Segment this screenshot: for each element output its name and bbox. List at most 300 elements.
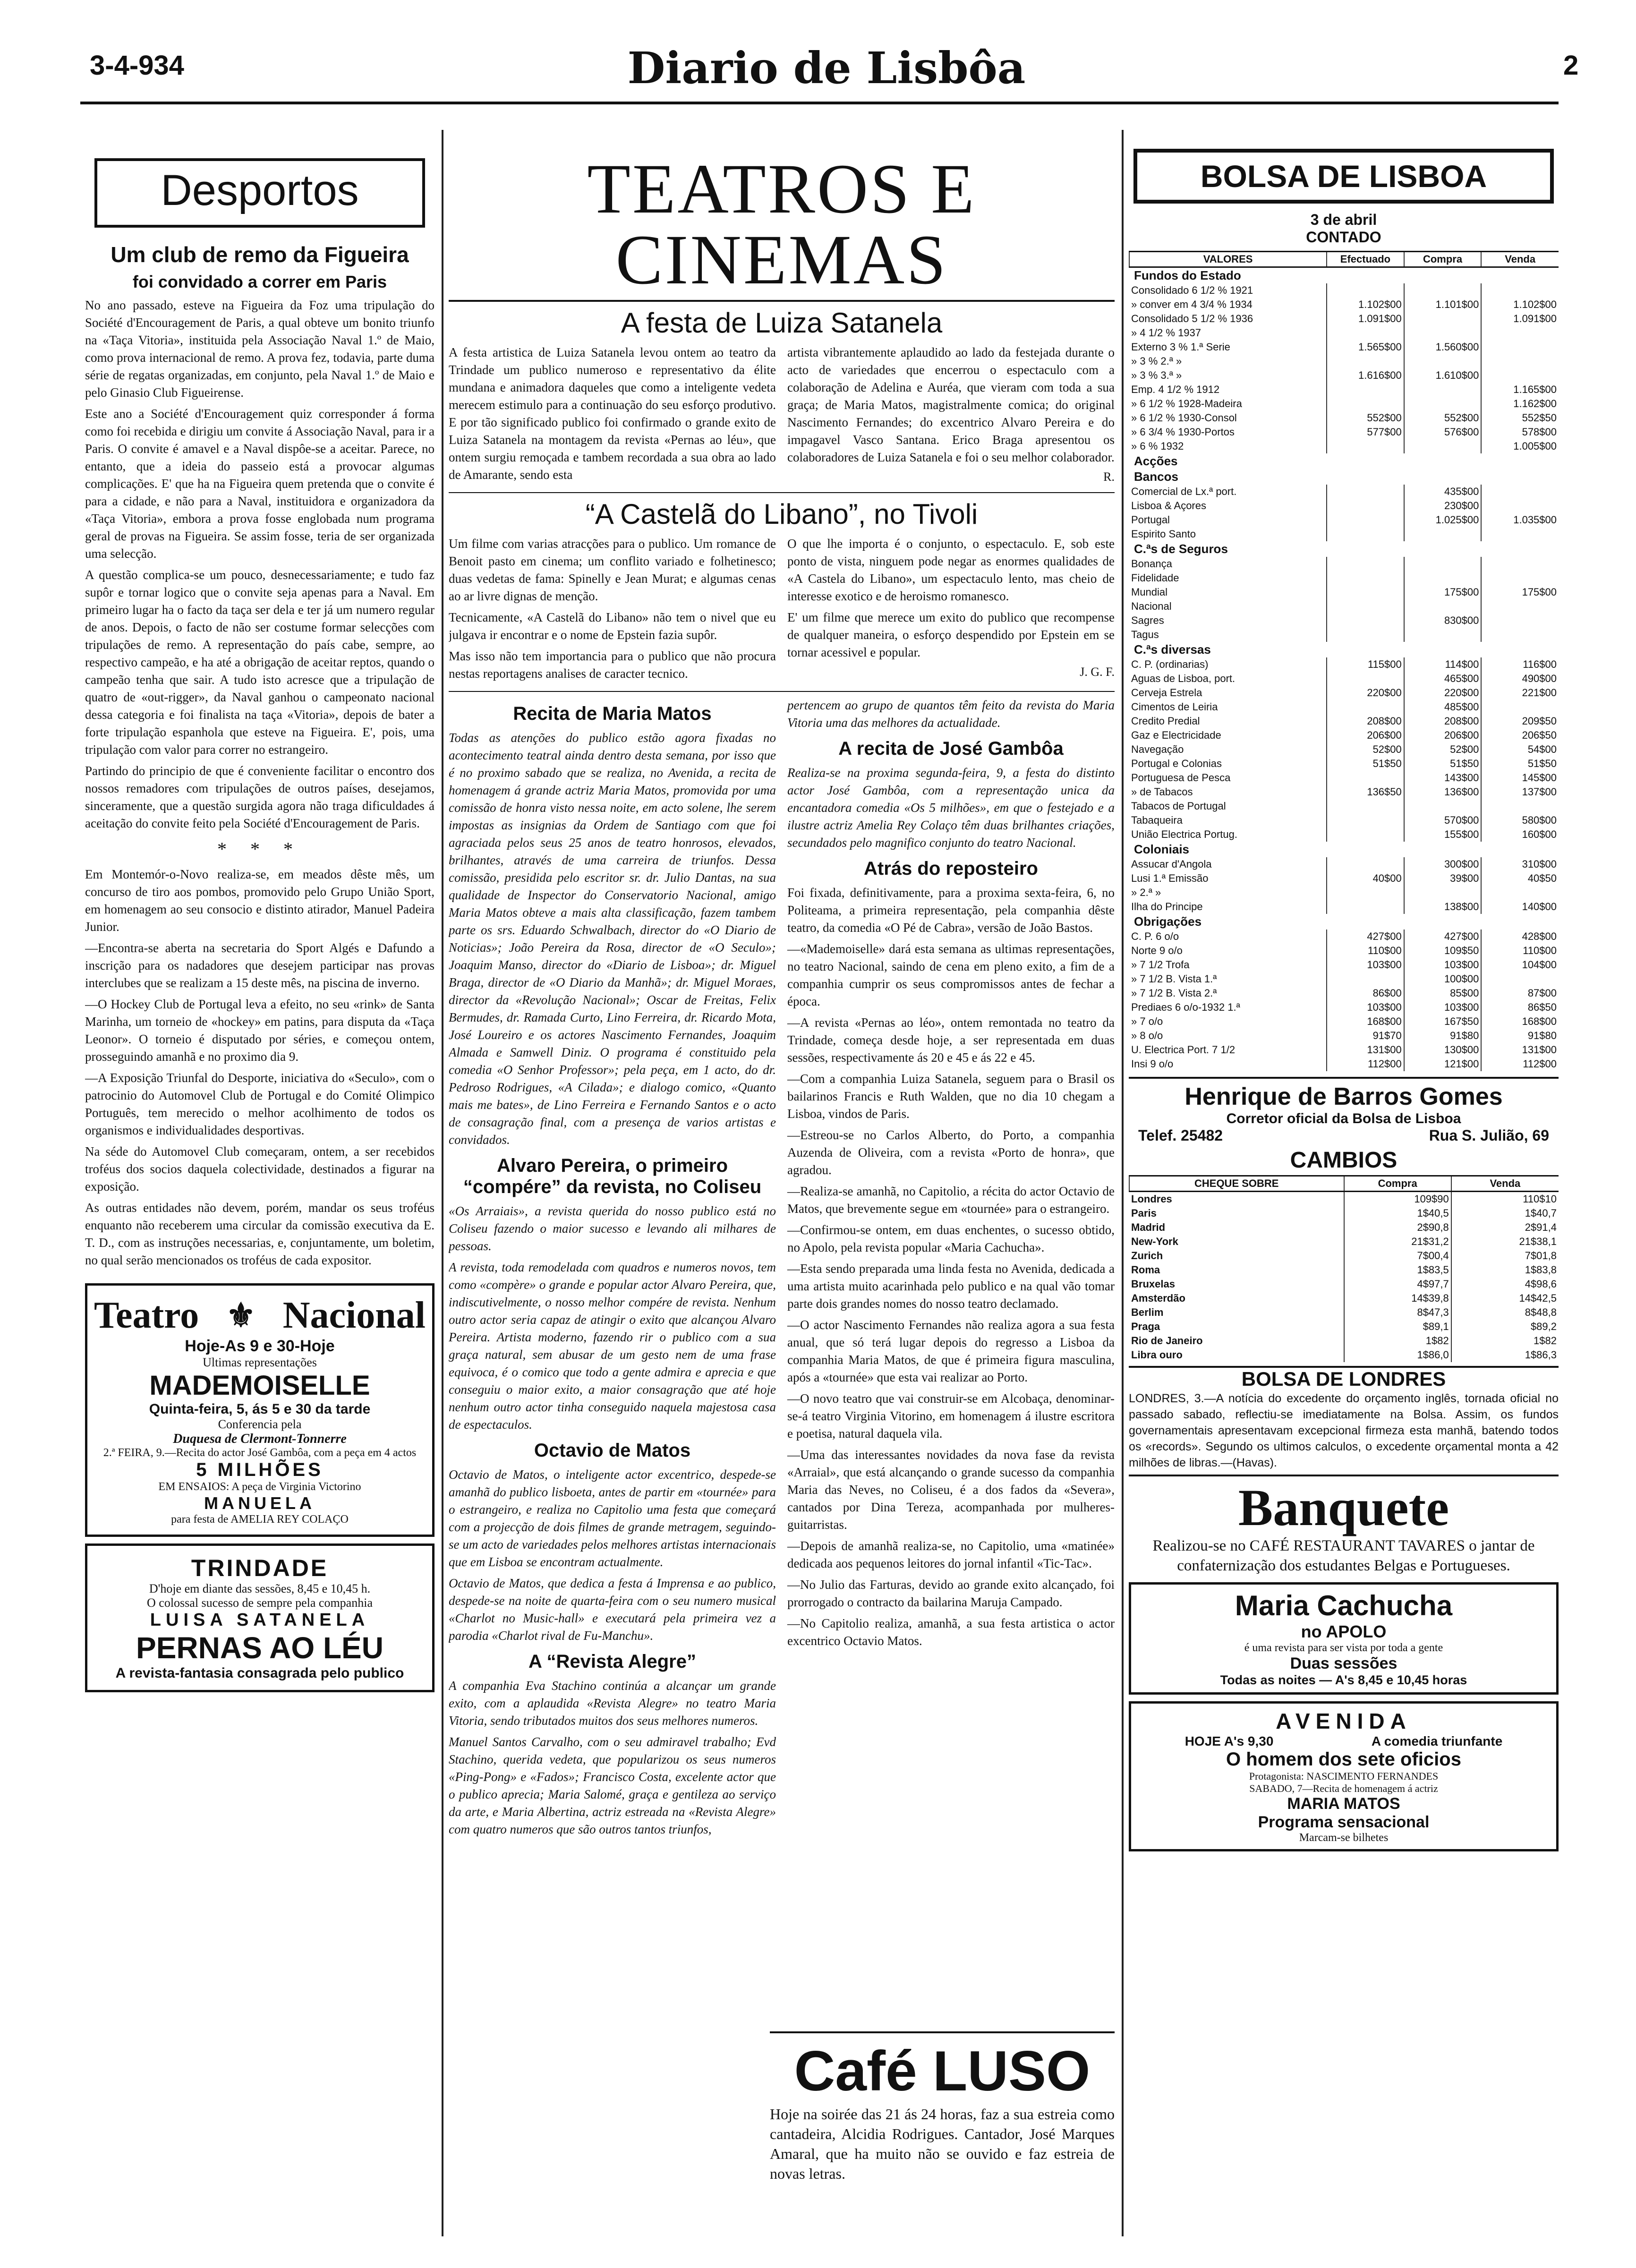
bolsa-date: 3 de abril (1310, 211, 1377, 228)
table-row (1129, 871, 1559, 886)
security-name: Portuguesa de Pesca (1131, 772, 1231, 784)
price-cell (1327, 513, 1404, 527)
table-row (1129, 499, 1559, 513)
price-cell (1481, 972, 1559, 986)
table-row (1129, 1206, 1559, 1220)
section-title-desportos: Desportos (94, 158, 425, 228)
rate-cell: 1$40,5 (1344, 1206, 1451, 1220)
security-name: Sagres (1131, 614, 1164, 626)
ad-text: Realizou-se no CAFÉ RESTAURANT TAVARES o jantar de confaternização dos estudantes Belgas e Portugueses. (1152, 1537, 1535, 1574)
column-divider (1122, 130, 1124, 2236)
table-row (1129, 700, 1559, 714)
price-cell (1327, 813, 1404, 827)
price-cell: 91$80 (1481, 1029, 1559, 1043)
price-cell: 104$00 (1481, 958, 1559, 972)
ad-line: A comedia triunfante (1371, 1734, 1503, 1748)
price-cell: 1.035$00 (1481, 513, 1559, 527)
price-cell (1327, 886, 1404, 900)
price-cell: 209$50 (1481, 714, 1559, 728)
price-cell: 577$00 (1327, 425, 1404, 439)
price-cell: 145$00 (1481, 771, 1559, 785)
group-title: Fundos do Estado (1134, 268, 1241, 282)
security-name: » 7 o/o (1131, 1015, 1163, 1027)
security-name: Fidelidade (1131, 572, 1179, 584)
price-cell (1481, 340, 1559, 354)
bolsa-londres-title: BOLSA DE LONDRES (1241, 1368, 1446, 1390)
column-header: Venda (1451, 1176, 1559, 1192)
price-cell: 110$00 (1481, 944, 1559, 958)
table-row (1129, 1043, 1559, 1057)
price-cell (1404, 799, 1482, 813)
ad-line: O colossal sucesso de sempre pela companhia (147, 1596, 373, 1610)
price-cell (1327, 397, 1404, 411)
price-cell: 143$00 (1404, 771, 1482, 785)
price-cell (1481, 368, 1559, 383)
price-cell: 168$00 (1327, 1015, 1404, 1029)
price-cell: 428$00 (1481, 929, 1559, 944)
cambios-table (1129, 1175, 1559, 1362)
price-cell (1327, 972, 1404, 986)
price-cell: 86$50 (1481, 1000, 1559, 1015)
table-row (1129, 1320, 1559, 1334)
table-row (1129, 1192, 1559, 1207)
paragraph: A companhia Eva Stachino continúa a alcançar um grande exito, com a aplaudida «Revista Alegre» no teatro Maria Vitoria, sendo tributados muitos dos seus melhores numeros. (449, 1679, 776, 1728)
rate-cell: 1$83,5 (1344, 1263, 1451, 1277)
price-cell: 160$00 (1481, 827, 1559, 842)
paragraph: —Uma das interessantes novidades da nova fase da revista «Arraial», que está alcançando o grande sucesso da companhia Maria das Neves, no Coliseu, é a dos fados da «Severa», cantados por Dina Tereza, acompanhada por mulheres-guitarristas. (787, 1448, 1115, 1532)
ad-line: A revista-fantasia consagrada pelo publico (115, 1665, 404, 1681)
price-cell: 221$00 (1481, 686, 1559, 700)
table-row (1129, 298, 1559, 312)
price-cell: 300$00 (1404, 857, 1482, 871)
security-name: Mundial (1131, 586, 1168, 598)
price-cell (1327, 283, 1404, 298)
rate-cell: 1$82 (1451, 1334, 1559, 1348)
security-name: » 6 1/2 % 1930-Consol (1131, 412, 1237, 424)
ad-maria-cachucha (1129, 1582, 1559, 1695)
ad-trindade (85, 1543, 435, 1692)
security-name: » 7 1/2 B. Vista 2.ª (1131, 987, 1217, 999)
table-row (1129, 672, 1559, 686)
paragraph: A revista, toda remodelada com quadros e numeros novos, tem como «compère» o grande e popular actor Alvaro Pereira, que, indiscutivelmente, o nosso melhor compére de revista. Nenhum outro actor seria capaz de atingir o exito que alcançou Alvaro Pereira. Artista moderno, fazendo rir o publico com a sua graça natural, sem abusar de um gesto nem de uma frase equivoca, é o comico que todo a gente admira e aprecia e que conseguiu o maior exito, a maior consagração que até hoje nenhum outro actor tinha conseguido naquela majestosa casa de espectaculos. (449, 1260, 776, 1432)
price-cell (1404, 283, 1482, 298)
article-title: A festa de Luiza Satanela (621, 307, 943, 339)
price-cell: 168$00 (1481, 1015, 1559, 1029)
table-row (1129, 628, 1559, 642)
ad-line: SABADO, 7—Recita de homenagem á actriz (1249, 1782, 1438, 1794)
rate-cell: 21$38,1 (1451, 1235, 1559, 1249)
rate-cell: 8$47,3 (1344, 1305, 1451, 1320)
price-cell (1404, 571, 1482, 585)
ad-line: Protagonista: NASCIMENTO FERNANDES (1249, 1770, 1439, 1782)
price-cell: 115$00 (1327, 657, 1404, 672)
price-cell: 40$50 (1481, 871, 1559, 886)
rate-cell: 4$98,6 (1451, 1277, 1559, 1291)
ad-line: MARIA MATOS (1287, 1795, 1400, 1813)
ad-title: TRINDADE (191, 1555, 329, 1581)
price-cell: 580$00 (1481, 813, 1559, 827)
price-cell: 138$00 (1404, 900, 1482, 914)
price-cell (1481, 557, 1559, 571)
security-name: Credito Predial (1131, 715, 1200, 727)
table-row (1129, 944, 1559, 958)
price-cell: 1.091$00 (1481, 312, 1559, 326)
rate-cell: 109$90 (1344, 1192, 1451, 1207)
paragraph: Este ano a Société d'Encouragement quiz corresponder á forma como foi recebida e dirigiu um convite á Associação Naval, para ir a Paris. O convite é amavel e a Naval dispôe-se a aceitar. Parece, no entanto, que a ideia do passeio está a provocar algumas complicações. E' que ha na Figueira quem pretenda que o convite é para a cidade, e não para a Naval, instituidora e organizadora da «Taça Vitoria», embora a prova fosse englobada num programa geral de provas na Figueira. Se assim fosse, teria de ser organizada uma selecção. (85, 407, 435, 561)
table-row (1129, 1235, 1559, 1249)
table-row (1129, 771, 1559, 785)
table-row (1129, 929, 1559, 944)
paragraph: —Estreou-se no Carlos Alberto, do Porto, a companhia Auzenda de Oliveira, com a revista «Porto de honra», que agradou. (787, 1128, 1115, 1177)
price-cell: 103$00 (1327, 958, 1404, 972)
paragraph: —A revista «Pernas ao léo», ontem remontada no teatro da Trindade, começa desde hoje, a ser representada em duas sessões, respectivamente ás 20 e 45 e ás 22 e 45. (787, 1015, 1115, 1065)
rate-cell: 1$86,3 (1451, 1348, 1559, 1362)
price-cell: 1.162$00 (1481, 397, 1559, 411)
ad-title: Henrique de Barros Gomes (1184, 1083, 1503, 1110)
price-cell: 1.025$00 (1404, 513, 1482, 527)
security-name: Cimentos de Leiria (1131, 701, 1218, 713)
group-title: Bancos (1134, 469, 1178, 484)
price-cell (1327, 485, 1404, 499)
ad-title-right: Nacional (282, 1295, 426, 1336)
ad-line: Conferencia pela (218, 1417, 302, 1431)
price-cell: 100$00 (1404, 972, 1482, 986)
currency-name: Amsterdão (1131, 1292, 1185, 1304)
ad-line: Programa sensacional (1258, 1813, 1430, 1831)
ad-line: Todas as noites — A's 8,45 e 10,45 horas (1220, 1673, 1467, 1687)
security-name: C. P. (ordinarias) (1131, 658, 1209, 670)
column-header: Venda (1481, 252, 1559, 267)
paragraph: Octavio de Matos, que dedica a festa á Imprensa e ao publico, despede-se na noite de quarta-feira com o seu numero musical «Charlot no Music-hall» e executará pela primeira vez a parodia «Charlot rival de Fu-Manchu». (449, 1576, 776, 1643)
price-cell: 206$00 (1327, 728, 1404, 742)
security-name: Assucar d'Angola (1131, 858, 1212, 870)
currency-name: Libra ouro (1131, 1349, 1183, 1361)
table-row (1129, 599, 1559, 614)
currency-name: Roma (1131, 1264, 1160, 1276)
security-name: Insi 9 o/o (1131, 1058, 1174, 1070)
price-cell (1404, 599, 1482, 614)
security-name: » de Tabacos (1131, 786, 1193, 798)
price-cell (1404, 628, 1482, 642)
price-cell: 114$00 (1404, 657, 1482, 672)
price-cell: 103$00 (1327, 1000, 1404, 1015)
price-cell (1327, 771, 1404, 785)
price-cell (1404, 383, 1482, 397)
table-row (1129, 340, 1559, 354)
table-row (1129, 1305, 1559, 1320)
table-row (1129, 827, 1559, 842)
group-title: Acções (1134, 454, 1178, 468)
rate-cell: $89,1 (1344, 1320, 1451, 1334)
paragraph: Tecnicamente, «A Castelã do Libano» não tem o nivel que eu julgava ir encontrar e o nome de Epstein fazia supôr. (449, 610, 776, 642)
ad-title-left: Teatro (94, 1295, 199, 1336)
ad-henrique (1129, 1077, 1559, 1144)
price-cell: 51$50 (1481, 757, 1559, 771)
price-cell: 112$00 (1327, 1057, 1404, 1071)
paragraph: —Depois de amanhã realiza-se, no Capitolio, uma «matinée» dedicada aos pequenos leitores do jornal infantil «Tic-Tac». (787, 1539, 1115, 1570)
price-cell (1327, 571, 1404, 585)
price-cell (1481, 614, 1559, 628)
security-name: Norte 9 o/o (1131, 945, 1183, 956)
price-cell: 86$00 (1327, 986, 1404, 1000)
table-row (1129, 368, 1559, 383)
price-cell: 91$70 (1327, 1029, 1404, 1043)
price-cell (1481, 599, 1559, 614)
ad-line: para festa de AMELIA REY COLAÇO (171, 1513, 349, 1526)
price-cell (1481, 499, 1559, 513)
table-row (1129, 1015, 1559, 1029)
teatros-column (449, 130, 1115, 2236)
column-header: CHEQUE SOBRE (1129, 1176, 1344, 1192)
price-cell: 1.560$00 (1404, 340, 1482, 354)
security-name: » 7 1/2 B. Vista 1.ª (1131, 973, 1217, 985)
price-cell (1327, 599, 1404, 614)
table-row (1129, 886, 1559, 900)
price-cell (1327, 326, 1404, 340)
price-cell: 1.565$00 (1327, 340, 1404, 354)
price-cell: 155$00 (1404, 827, 1482, 842)
price-cell: 39$00 (1404, 871, 1482, 886)
cambios-title: CAMBIOS (1290, 1148, 1397, 1173)
ad-line: Quinta-feira, 5, ás 5 e 30 da tarde (149, 1401, 371, 1417)
table-row (1129, 857, 1559, 871)
security-name: Prediaes 6 o/o-1932 1.ª (1131, 1001, 1240, 1013)
paragraph: As outras entidades não devem, porém, mandar os seus troféus enquanto não receberem uma circular da comissão executiva da E. T. D., com as instruções necessarias, e, conjuntamente, um boletim, no qual serão mencionados os troféus de cada expositor. (85, 1201, 435, 1267)
paragraph: Mas isso não tem importancia para o publico que não procura nestas reportagens analises de caracter tecnico. (449, 649, 776, 681)
security-name: » conver em 4 3/4 % 1934 (1131, 298, 1253, 310)
security-name: Ilha do Principe (1131, 901, 1203, 912)
paragraph: —Realiza-se amanhã, no Capitolio, a récita do actor Octavio de Matos, que brevemente segue em «tournée» para o estrangeiro. (787, 1184, 1115, 1216)
currency-name: Zurich (1131, 1250, 1163, 1262)
price-cell: 208$00 (1327, 714, 1404, 728)
paragraph: Na séde do Automovel Club começaram, ontem, a ser recebidos troféus dos socios daquela colectividade, destinados a figurar na exposição. (85, 1144, 435, 1194)
table-row (1129, 799, 1559, 813)
price-cell: 109$50 (1404, 944, 1482, 958)
price-cell (1327, 900, 1404, 914)
rate-cell: 7$01,8 (1451, 1249, 1559, 1263)
rate-cell: 14$42,5 (1451, 1291, 1559, 1305)
ad-line: Ultimas representações (203, 1356, 317, 1369)
rate-cell: 1$86,0 (1344, 1348, 1451, 1362)
rate-cell: 110$10 (1451, 1192, 1559, 1207)
price-cell (1404, 397, 1482, 411)
ad-line: EM ENSAIOS: A peça de Virginia Victorino (158, 1481, 361, 1493)
price-cell (1404, 439, 1482, 453)
bolsa-table (1129, 251, 1559, 1071)
table-row (1129, 557, 1559, 571)
ad-line: HOJE A's 9,30 (1184, 1734, 1274, 1748)
ad-teatro-nacional (85, 1283, 435, 1537)
column-header: Compra (1344, 1176, 1451, 1192)
price-cell: 220$00 (1404, 686, 1482, 700)
group-title: Coloniais (1134, 842, 1190, 856)
rate-cell: 14$39,8 (1344, 1291, 1451, 1305)
price-cell: 208$00 (1404, 714, 1482, 728)
price-cell: 576$00 (1404, 425, 1482, 439)
table-row (1129, 813, 1559, 827)
security-name: Aguas de Lisboa, port. (1131, 673, 1236, 684)
table-row (1129, 785, 1559, 799)
ad-line: Hoje-As 9 e 30-Hoje (185, 1337, 335, 1355)
paragraph: —O actor Nascimento Fernandes não realiza agora a sua festa anual, que só terá lugar depois do regresso a Lisboa da companhia Maria Matos, de que é primeira figura masculina, após a «tournée» que esta vai realizar ao Porto. (787, 1318, 1115, 1384)
paragraph: A questão complica-se um pouco, desnecessariamente; e tudo faz supôr e tornar logico que o convite seja apenas para a Naval. Em primeiro lugar ha o facto da taça ser dela e ter já um numero regular de anos. Depois, o facto de não ser costume formar selecções com tripulações de remo. A representação do país cabe, sempre, ao respectivo campeão, e ha até a obrigação de aceitar reptos, quando o campeão tenha que sair. A tudo isto acresce que a tripulação de quatro de «out-rigger», da Naval ganhou o campeonato nacional dessa categoria e foi finalista na taça «Vitoria», depois de bater a forte tripulação espanhola que esteve na Figueira. E', pois, uma tripulação com valor para correr no estrangeiro. (85, 568, 435, 757)
price-cell (1481, 283, 1559, 298)
paragraph: Partindo do principio de que é conveniente facilitar o encontro dos nossos remadores com tripulações de outros países, desejamos, sinceramente, que a questão surgida agora não traga dificuldades á aceitação do convite feito pela Société d'Encouragement de Paris. (85, 764, 435, 830)
price-cell (1481, 628, 1559, 642)
table-row (1129, 1348, 1559, 1362)
price-cell: 103$00 (1404, 958, 1482, 972)
section-title-teatros: TEATROS E CINEMAS (587, 150, 976, 299)
table-row (1129, 439, 1559, 453)
price-cell (1327, 857, 1404, 871)
security-name: » 7 1/2 Trofa (1131, 959, 1190, 971)
paragraph: —No Capitolio realiza, amanhã, a sua festa artistica o actor excentrico Octavio Matos. (787, 1616, 1115, 1648)
table-row (1129, 657, 1559, 672)
table-row (1129, 1334, 1559, 1348)
ad-title: Banquete (1238, 1479, 1449, 1536)
ad-title: AVENIDA (1276, 1709, 1412, 1733)
security-name: Consolidado 5 1/2 % 1936 (1131, 313, 1253, 324)
price-cell: 552$50 (1481, 411, 1559, 425)
price-cell: 230$00 (1404, 499, 1482, 513)
currency-name: Londres (1131, 1193, 1172, 1205)
security-name: » 6 1/2 % 1928-Madeira (1131, 398, 1242, 409)
security-name: » 4 1/2 % 1937 (1131, 327, 1201, 339)
rate-cell: 2$91,4 (1451, 1220, 1559, 1235)
table-row (1129, 742, 1559, 757)
price-cell (1481, 527, 1559, 541)
paragraph: Em Montemór-o-Novo realiza-se, em meados dêste mês, um concurso de tiro aos pombos, promovido pelo Grupo União Sport, em homenagem ao seu consocio e distinto atirador, Manuel Padeira Junior. (85, 867, 435, 934)
paragraph: —Confirmou-se ontem, em duas enchentes, o sucesso obtido, no Apolo, pela revista popular «Maria Cachucha». (787, 1223, 1115, 1254)
table-row (1129, 686, 1559, 700)
security-name: Tabacos de Portugal (1131, 800, 1226, 812)
headline: Um club de remo da Figueira (111, 242, 409, 267)
price-cell (1481, 354, 1559, 368)
price-cell (1404, 354, 1482, 368)
table-row (1129, 1249, 1559, 1263)
price-cell: 1.005$00 (1481, 439, 1559, 453)
price-cell: 137$00 (1481, 785, 1559, 799)
price-cell: 131$00 (1481, 1043, 1559, 1057)
ad-text: Hoje na soirée das 21 ás 24 horas, faz a sua estreia como cantadeira, Alcidia Rodrigues. Cantador, José Marques Amaral, que ha muito não se ouvido e faz estreia de novas letras. (770, 2106, 1115, 2182)
security-name: Portugal (1131, 514, 1170, 526)
article-title: Atrás do reposteiro (864, 858, 1038, 879)
currency-name: Berlim (1131, 1306, 1164, 1318)
bolsa-contado: CONTADO (1306, 229, 1381, 246)
column-header: Compra (1404, 252, 1482, 267)
security-name: » 3 % 3.ª » (1131, 369, 1182, 381)
desportos-column (85, 130, 435, 2236)
currency-name: Praga (1131, 1321, 1160, 1332)
price-cell (1327, 799, 1404, 813)
paragraph: O que lhe importa é o conjunto, o espectaculo. E, sob este ponto de vista, ninguem pode negar as enormes qualidades de «A Castela do Libano», um espectaculo lento, mas cheio de interesse exotico e de heroismo romanesco. (787, 537, 1115, 603)
paragraph: —Encontra-se aberta na secretaria do Sport Algés e Dafundo a inscrição para os nadadores que desejem participar nas provas interclubes que se realizam a 15 deste mês, na piscina de inverno. (85, 941, 435, 990)
bolsa-londres-text: LONDRES, 3.—A notícia do excedente do orçamento inglês, tornada oficial no passado sabado, reflectiu-se imediatamente na Bolsa. Assim, os fundos governamentais apresentavam excepcional firmeza esta manhã, batendo todos os «records». Segundo os ultimos calculos, o excedente orçamental monta a 42 milhões de libras.—(Havas). (1129, 1392, 1559, 1469)
security-name: Gaz e Electricidade (1131, 729, 1221, 741)
signature: R. (1103, 470, 1115, 484)
table-row (1129, 757, 1559, 771)
table-row (1129, 571, 1559, 585)
coat-of-arms-icon: ⚜ (226, 1298, 256, 1334)
paragraph: Todas as atenções do publico estão agora fixadas no acontecimento teatral ainda dentro desta semana, por isso que é no proximo sabado que se realiza, no Avenida, a recita de homenagem á grande actriz Maria Matos, promovida por uma comissão de honra visto nessa noite, em acto solene, lhe serem impostas as insignias da Ordem de Santiago com que foi agraciada pelos seus 25 anos de teatro honrosos, elevados, brilhantes, através de uma carreira de triunfos. Dessa comissão, presidida pelo escritor sr. dr. Julio Dantas, na sua qualidade de Inspector do Conservatorio Nacional, amigo Maria Matos obteve a mais alta classificação, fazem tambem parte os srs. Eduardo Schwalbach, director do «O Diario de Noticias»; João Pereira da Rosa, director de «O Seculo»; Joaquim Manso, director do «Diario de Lisboa»; dr. Miguel Braga, director de «O Diario da Manhã»; dr. Miguel Moraes, director da «Revolução Nacional»; Oscar de Freitas, Felix Bermudes, dr. Ramada Curto, Lino Ferreira, dr. Ricardo Mota, José Loureiro e os actores Nascimento Fernandes, Joaquim Almada e Samwell Diniz. O programa é constituido pela comedia «O Senhor Professor»; pela peça, em 1 acto, do dr. Pedroso Rodrigues, «A Cilada»; e dialogo comico, «Quanto mais me bates», de Lino Ferreira e Fernando Santos e o acto de consagração final, com a presença de varios artistas e convidados. (449, 731, 776, 1147)
price-cell: 131$00 (1327, 1043, 1404, 1057)
rate-cell: 2$90,8 (1344, 1220, 1451, 1235)
group-title: C.ªs de Seguros (1134, 542, 1228, 556)
price-cell: 140$00 (1481, 900, 1559, 914)
table-group-row (1129, 642, 1559, 657)
security-name: Consolidado 6 1/2 % 1921 (1131, 284, 1253, 296)
price-cell (1327, 439, 1404, 453)
price-cell (1327, 672, 1404, 686)
price-cell: 435$00 (1404, 485, 1482, 499)
price-cell: 130$00 (1404, 1043, 1482, 1057)
price-cell: 206$00 (1404, 728, 1482, 742)
newspaper-title: Diario de Lisbôa (627, 43, 1026, 94)
price-cell (1481, 326, 1559, 340)
price-cell: 87$00 (1481, 986, 1559, 1000)
security-name: Externo 3 % 1.ª Serie (1131, 341, 1230, 353)
ad-play: O homem dos sete oficios (1226, 1749, 1461, 1770)
security-name: Bonança (1131, 558, 1172, 570)
price-cell: 1.102$00 (1481, 298, 1559, 312)
security-name: União Electrica Portug. (1131, 828, 1237, 840)
column-divider (442, 130, 443, 2236)
price-cell (1327, 827, 1404, 842)
price-cell: 52$00 (1404, 742, 1482, 757)
price-cell: 578$00 (1481, 425, 1559, 439)
price-cell (1481, 700, 1559, 714)
price-cell (1327, 628, 1404, 642)
issue-date: 3-4-934 (90, 50, 184, 81)
ad-title: Café LUSO (794, 2039, 1091, 2103)
table-row (1129, 425, 1559, 439)
table-row (1129, 326, 1559, 340)
ad-show: PERNAS AO LÉU (136, 1631, 383, 1665)
rate-cell: 1$83,8 (1451, 1263, 1559, 1277)
table-row (1129, 958, 1559, 972)
price-cell: 51$50 (1327, 757, 1404, 771)
ad-phone: Telef. 25482 (1138, 1127, 1223, 1144)
price-cell (1404, 326, 1482, 340)
price-cell: 103$00 (1404, 1000, 1482, 1015)
ad-line: Duas sessões (1290, 1654, 1397, 1672)
price-cell (1404, 886, 1482, 900)
bolsa-londres (1129, 1366, 1559, 1471)
price-cell: 121$00 (1404, 1057, 1482, 1071)
price-cell: 110$00 (1327, 944, 1404, 958)
table-row (1129, 1220, 1559, 1235)
paragraph: Realiza-se na proxima segunda-feira, 9, a festa do distinto actor José Gambôa, com a representação unica da encantadora comedia «Os 5 milhões», em que o festejado e a ilustre actriz Amelia Rey Colaço têm duas brilhantes criações, secundados pelo magnifico conjunto do teatro Nacional. (787, 766, 1115, 850)
paragraph: —Com a companhia Luiza Satanela, seguem para o Brasil os bailarinos Francis e Ruth Walden, que no dia 10 chegam a Lisboa, vindos de Paris. (787, 1072, 1115, 1121)
rate-cell: 1$40,7 (1451, 1206, 1559, 1220)
price-cell: 1.101$00 (1404, 298, 1482, 312)
price-cell (1327, 383, 1404, 397)
table-row (1129, 527, 1559, 541)
price-cell: 136$00 (1404, 785, 1482, 799)
table-row (1129, 1263, 1559, 1277)
price-cell: 136$50 (1327, 785, 1404, 799)
separator-stars: * * * (217, 838, 302, 860)
price-cell (1481, 886, 1559, 900)
ad-line: D'hoje em diante das sessões, 8,45 e 10,45 h. (149, 1582, 371, 1595)
article-title: A “Revista Alegre” (528, 1651, 696, 1672)
security-name: Lusi 1.ª Emissão (1131, 872, 1209, 884)
paragraph: artista vibrantemente aplaudido ao lado da festejada durante o acto de variedades que encerrou o espectaculo com a colaboração de Adelina e Auréa, que vieram com toda a sua graça; de Maria Matos, magistralmente comica; do original Nascimento Fernandes; do excentrico Alvaro Pereira e do impagavel Vasco Santana. Erico Braga apresentou os colaboradores de Luiza Satanela e foi o seu melhor colaborador. (787, 345, 1115, 464)
paragraph: pertencem ao grupo de quantos têm feito da revista do Maria Vitoria uma das melhores da actualidade. (787, 698, 1115, 730)
security-name: Navegação (1131, 743, 1184, 755)
price-cell: 175$00 (1481, 585, 1559, 599)
article-title: Recita de Maria Matos (513, 703, 712, 724)
